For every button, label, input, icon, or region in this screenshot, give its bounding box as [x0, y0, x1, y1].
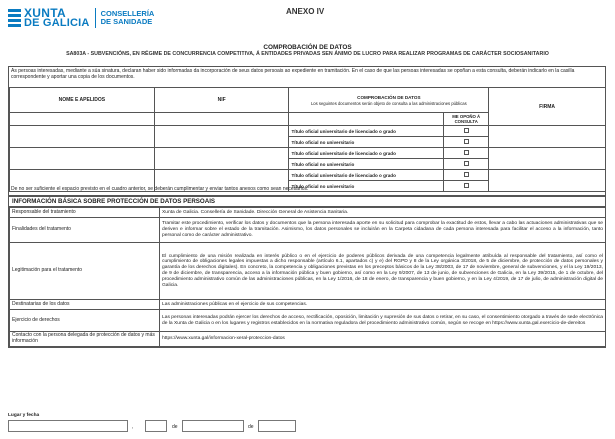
oppose-checkbox[interactable] [464, 128, 469, 133]
col-header-oppose: ME OPOÑO Á CONSULTA [444, 113, 489, 126]
logo-divider [95, 8, 96, 28]
year-field[interactable] [258, 420, 296, 432]
name-field-2[interactable] [10, 148, 155, 170]
oppose-checkbox[interactable] [464, 139, 469, 144]
doc-label: Título oficial universitario de licenciado o grado [289, 148, 444, 159]
logo-dept-1: CONSELLERÍA [100, 9, 155, 18]
docs-title: COMPROBACIÓN DE DATOS [357, 95, 421, 100]
de-label-1: de [172, 424, 178, 430]
dp-label: Contacto con la persona delegada de protección de datos y más información [10, 332, 160, 347]
logo-dept-2: DE SANIDADE [100, 17, 153, 26]
signature-field-1[interactable] [489, 126, 606, 148]
consent-section [8, 66, 606, 196]
document-header [8, 5, 608, 33]
nif-field-1[interactable] [154, 126, 289, 148]
dp-value: Las personas interesadas podrán ejercer los derechos de acceso, rectificación, oposición, limitación y supresión de sus datos o retirar, en su caso, el consentimiento otorgado a través de sede electrónica de la Xunta de Galicia o en los lugares y registros establecidos en la normativa reguladora del procedimiento administrativo común, según se recoge en https://www.xunta.gal.exercicio-de-dereitos [160, 310, 606, 332]
month-field[interactable] [182, 420, 244, 432]
day-field[interactable] [145, 420, 167, 432]
doc-label: Título oficial universitario de licenciado o grado [289, 126, 444, 137]
comma-separator: , [132, 424, 134, 430]
logo-line-2: DE GALICIA [24, 17, 90, 29]
dp-label: Ejercicio de derechos [10, 310, 160, 332]
signature-field-3[interactable] [489, 170, 606, 192]
doc-label: Título oficial no universitario [289, 137, 444, 148]
page-subtitle: SA803A - SUBVENCIÓNS, EN RÉGIME DE CONCURRENCIA COMPETITIVA, Á ENTIDADES PRIVADAS SEN ÁNIMO DE LUCRO PARA REALIZAR PROGRAMAS DE CARÁCTER SOCIOSANITARIO [66, 51, 549, 57]
doc-label: Título oficial no universitario [289, 181, 444, 192]
xunta-logo [8, 5, 154, 31]
dp-value: Tramitar este procedimiento, verificar los datos y documentos que la persona interesada aporte en su solicitud para comprobar la exactitud de estos, llevar a cabo las actuaciones administrativas que se deriven e informar sobre el estado de la tramitación. Asimismo, los datos personales se incluirán en la Carpeta cidadana de cada persona interesada para facilitar el acceso a la información, tanto personal como de carácter administrativo. [160, 218, 606, 243]
page-title: COMPROBACIÓN DE DATOS [263, 44, 352, 51]
col-header-name: NOME E APELIDOS [10, 88, 155, 113]
xunta-emblem-icon [8, 8, 21, 28]
data-protection-table [9, 207, 606, 347]
de-label-2: de [248, 424, 254, 430]
oppose-checkbox[interactable] [464, 150, 469, 155]
dp-label: Destinatarias de los datos [10, 300, 160, 310]
docs-subtitle: Los seguintes documentos serán objeto de consulta a las administraciones públicas [310, 101, 467, 106]
signature-field-2[interactable] [489, 148, 606, 170]
data-protection-title: INFORMACIÓN BÁSICA SOBRE PROTECCIÓN DE DATOS PERSOAIS [9, 197, 605, 207]
dp-value: Las administraciones públicas en el ejercicio de sus competencias. [160, 300, 606, 310]
consent-table [9, 87, 606, 192]
dp-value: https://www.xunta.gal/informacion-xeral-proteccion-datos [160, 332, 606, 347]
dp-label: Legitimación para el tratamento [10, 243, 160, 300]
consent-intro: As persoas interesadas, mediante a súa sinatura, declaran haber sido informadas da incorporación de seus datos persoais ao expediente en tramitación. En el caso de que las persoas interesadas se opoñan a esta consulta, deberán indicarlo en la casilla correspondente y aportar una copia de los documentos. [11, 68, 575, 80]
consent-note: De no ser suficiente el espacio previsto en el cuadro anterior, se deberán cumplimentar y enviar tantos anexos como sean necesarios. [11, 186, 309, 192]
annex-label: ANEXO IV [286, 7, 325, 16]
place-field[interactable] [8, 420, 128, 432]
dp-label: Responsable del tratamiento [10, 208, 160, 218]
place-date-label: Lugar y fecha [8, 413, 40, 418]
oppose-checkbox[interactable] [464, 172, 469, 177]
dp-value: Xunta de Galicia. Consellería de Sanidade. Dirección General de Asistencia Sanitaria. [160, 208, 606, 218]
col-header-docs [289, 88, 489, 113]
nif-field-2[interactable] [154, 148, 289, 170]
oppose-checkbox[interactable] [464, 161, 469, 166]
oppose-checkbox[interactable] [464, 183, 469, 188]
doc-label: Título oficial universitario de licenciado o grado [289, 170, 444, 181]
data-protection-section [8, 196, 606, 348]
col-header-sign: FIRMA [489, 88, 606, 126]
name-field-1[interactable] [10, 126, 155, 148]
col-header-nif: NIF [154, 88, 289, 113]
dp-value: El cumplimiento de una misión realizada en interés público o en el ejercicio de poderes públicos derivada de una competencia legalmente atribuída al responsable del tratamiento, así como el cumplimiento de obligaciones legales impuestas a dicho responsable (artículo 6.1, apartados c) y e) del RGPD y 8 de la Ley orgánica 3/2018, de 5 de diciembre, de protección de datos personales y garantía de los derechos digitales). En concreto, la competencia y obligaciones previstas en los preceptos básicos de la Ley 38/2003, de 17 de noviembre, general de subvenciones, y el la Ley 19/2013, de 9 de diciembre, de transparencia, acceso a la información pública y buen gobierno, así como en la Ley 9/2007, de 13 de junio, de subvenciones de Galicia, en la Ley 39/2015, de 1 de octubre, del procedimiento administrativo común de las administraciones públicas, en la Ley 1/2016, de 18 de enero, de transparencia y buen gobierno, y en la Ley 4/2019, de 17 de julio, de administración digital de Galicia. [160, 243, 606, 300]
dp-label: Finalidades del tratamento [10, 218, 160, 243]
doc-label: Título oficial no universitario [289, 159, 444, 170]
logo-line-1: XUNTA [24, 6, 66, 20]
